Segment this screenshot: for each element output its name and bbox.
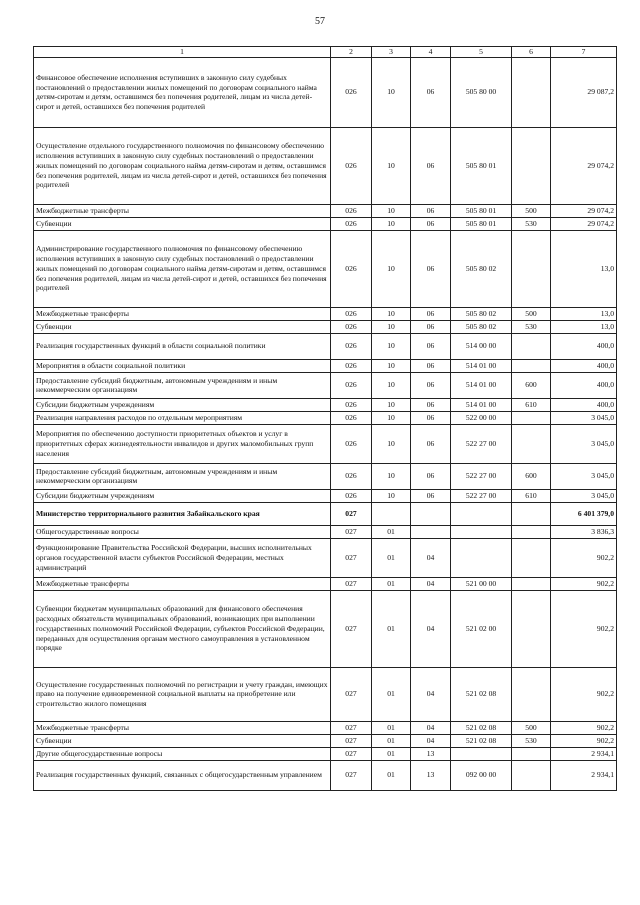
table-row	[34, 359, 617, 372]
row-amount: 29 074,2	[551, 127, 617, 204]
row-name: Субвенции	[34, 217, 331, 230]
row-subsection-code: 04	[411, 577, 451, 590]
row-expense-type	[512, 590, 551, 667]
table-row	[34, 424, 617, 463]
row-ministry-code: 026	[331, 333, 372, 359]
table-row	[34, 577, 617, 590]
table-row	[34, 747, 617, 760]
row-target-code: 505 80 01	[451, 204, 512, 217]
row-target-code: 514 01 00	[451, 359, 512, 372]
row-subsection-code: 06	[411, 217, 451, 230]
row-ministry-code: 027	[331, 667, 372, 721]
row-amount: 3 836,3	[551, 525, 617, 538]
row-subsection-code: 04	[411, 538, 451, 577]
table-row	[34, 57, 617, 127]
row-expense-type: 530	[512, 734, 551, 747]
row-subsection-code: 04	[411, 721, 451, 734]
row-amount: 902,2	[551, 734, 617, 747]
row-name: Общегосударственные вопросы	[34, 525, 331, 538]
row-name: Субвенции	[34, 734, 331, 747]
row-amount: 29 074,2	[551, 217, 617, 230]
table-row	[34, 204, 617, 217]
table-row	[34, 734, 617, 747]
row-name: Межбюджетные трансферты	[34, 721, 331, 734]
row-name: Межбюджетные трансферты	[34, 204, 331, 217]
row-target-code: 505 80 01	[451, 217, 512, 230]
row-ministry-code: 026	[331, 217, 372, 230]
row-amount: 2 934,1	[551, 760, 617, 790]
row-expense-type	[512, 333, 551, 359]
row-target-code: 505 80 02	[451, 230, 512, 307]
row-section-code: 01	[372, 721, 411, 734]
table-row	[34, 760, 617, 790]
table-row	[34, 502, 617, 525]
row-target-code: 521 02 08	[451, 734, 512, 747]
table-row	[34, 721, 617, 734]
header-cell: 3	[372, 47, 411, 58]
row-section-code: 10	[372, 411, 411, 424]
table-row	[34, 463, 617, 489]
table-body	[34, 47, 617, 791]
table-row	[34, 590, 617, 667]
row-name: Администрирование государственного полномочия по финансовому обеспечению исполнения вступивших в законную силу судебных постановлений о предоставлении жилых помещений по договорам социального найма детям-сиротам и детям, оставшимся без попечения родителей, лицам из числа детей-сирот и детей, оставшихся без попечения родителей	[34, 230, 331, 307]
row-amount: 3 045,0	[551, 489, 617, 502]
row-name: Финансовое обеспечение исполнения вступивших в законную силу судебных постановлений о предоставлении жилых помещений по договорам социального найма детям-сиротам и детям, оставшимся без попечения родителей, лицам из числа детей-сирот и детей, оставшихся без попечения родителей	[34, 57, 331, 127]
row-expense-type: 500	[512, 307, 551, 320]
row-expense-type: 530	[512, 320, 551, 333]
table-row	[34, 398, 617, 411]
table-row	[34, 230, 617, 307]
row-expense-type: 600	[512, 463, 551, 489]
row-expense-type: 610	[512, 489, 551, 502]
row-target-code: 505 80 00	[451, 57, 512, 127]
row-ministry-code: 026	[331, 127, 372, 204]
row-section-code: 10	[372, 359, 411, 372]
row-section-code: 10	[372, 463, 411, 489]
row-expense-type	[512, 667, 551, 721]
row-amount: 3 045,0	[551, 411, 617, 424]
row-ministry-code: 026	[331, 57, 372, 127]
row-target-code: 505 80 02	[451, 307, 512, 320]
row-name: Мероприятия в области социальной политики	[34, 359, 331, 372]
row-ministry-code: 027	[331, 577, 372, 590]
row-subsection-code: 06	[411, 230, 451, 307]
row-name: Субсидии бюджетным учреждениям	[34, 398, 331, 411]
row-target-code: 522 27 00	[451, 463, 512, 489]
row-ministry-code: 026	[331, 398, 372, 411]
row-name: Функционирование Правительства Российской Федерации, высших исполнительных органов государственной власти субъектов Российской Федерации, местных администраций	[34, 538, 331, 577]
row-amount: 400,0	[551, 333, 617, 359]
row-amount: 902,2	[551, 667, 617, 721]
row-ministry-code: 027	[331, 747, 372, 760]
row-ministry-code: 027	[331, 760, 372, 790]
row-expense-type: 600	[512, 372, 551, 398]
row-target-code	[451, 525, 512, 538]
row-ministry-code: 026	[331, 424, 372, 463]
row-subsection-code: 04	[411, 734, 451, 747]
table-row	[34, 489, 617, 502]
row-name: Субвенции	[34, 320, 331, 333]
row-section-code: 10	[372, 424, 411, 463]
header-cell: 6	[512, 47, 551, 58]
table-row	[34, 667, 617, 721]
row-subsection-code: 06	[411, 463, 451, 489]
row-section-code: 01	[372, 760, 411, 790]
table-row	[34, 525, 617, 538]
row-amount: 2 934,1	[551, 747, 617, 760]
row-target-code	[451, 502, 512, 525]
row-expense-type: 610	[512, 398, 551, 411]
row-target-code: 522 00 00	[451, 411, 512, 424]
table-header-row	[34, 47, 617, 58]
table-row	[34, 372, 617, 398]
row-section-code: 10	[372, 204, 411, 217]
row-section-code: 10	[372, 489, 411, 502]
row-amount: 13,0	[551, 307, 617, 320]
header-cell: 7	[551, 47, 617, 58]
row-expense-type	[512, 127, 551, 204]
row-section-code: 10	[372, 57, 411, 127]
row-section-code: 01	[372, 734, 411, 747]
row-ministry-code: 026	[331, 307, 372, 320]
row-expense-type: 530	[512, 217, 551, 230]
row-amount: 6 401 379,0	[551, 502, 617, 525]
row-amount: 29 074,2	[551, 204, 617, 217]
row-target-code: 092 00 00	[451, 760, 512, 790]
row-target-code	[451, 538, 512, 577]
row-name: Реализация направления расходов по отдельным мероприятиям	[34, 411, 331, 424]
header-cell: 2	[331, 47, 372, 58]
row-subsection-code: 06	[411, 489, 451, 502]
row-ministry-code: 026	[331, 489, 372, 502]
row-expense-type	[512, 502, 551, 525]
row-expense-type	[512, 359, 551, 372]
row-amount: 29 087,2	[551, 57, 617, 127]
row-target-code: 521 02 08	[451, 667, 512, 721]
row-target-code: 521 00 00	[451, 577, 512, 590]
row-target-code: 514 00 00	[451, 333, 512, 359]
row-ministry-code: 026	[331, 320, 372, 333]
row-name: Мероприятия по обеспечению доступности приоритетных объектов и услуг в приоритетных сферах жизнедеятельности инвалидов и других маломобильных групп населения	[34, 424, 331, 463]
row-subsection-code	[411, 502, 451, 525]
row-expense-type	[512, 747, 551, 760]
row-name: Осуществление отдельного государственного полномочия по финансовому обеспечению исполнения вступивших в законную силу судебных постановлений о предоставлении жилых помещений по договорам социального найма детям-сиротам и детям, оставшимся без попечения родителей, лицам из числа детей-сирот и детей, оставшихся без попечения родителей	[34, 127, 331, 204]
row-expense-type	[512, 424, 551, 463]
row-expense-type	[512, 57, 551, 127]
row-subsection-code: 06	[411, 307, 451, 320]
row-subsection-code: 06	[411, 372, 451, 398]
header-cell: 5	[451, 47, 512, 58]
row-ministry-code: 026	[331, 411, 372, 424]
row-expense-type	[512, 760, 551, 790]
row-ministry-code: 026	[331, 230, 372, 307]
row-subsection-code: 06	[411, 57, 451, 127]
row-subsection-code: 06	[411, 204, 451, 217]
row-name: Другие общегосударственные вопросы	[34, 747, 331, 760]
table-row	[34, 411, 617, 424]
header-cell: 1	[34, 47, 331, 58]
table-row	[34, 217, 617, 230]
row-amount: 902,2	[551, 590, 617, 667]
row-subsection-code: 06	[411, 411, 451, 424]
row-amount: 13,0	[551, 230, 617, 307]
row-section-code: 10	[372, 398, 411, 411]
row-section-code: 01	[372, 667, 411, 721]
row-section-code: 10	[372, 230, 411, 307]
table-row	[34, 320, 617, 333]
row-expense-type	[512, 525, 551, 538]
row-ministry-code: 027	[331, 734, 372, 747]
row-amount: 3 045,0	[551, 463, 617, 489]
row-target-code: 521 02 08	[451, 721, 512, 734]
row-section-code: 10	[372, 217, 411, 230]
row-amount: 902,2	[551, 538, 617, 577]
row-expense-type	[512, 577, 551, 590]
row-name: Межбюджетные трансферты	[34, 577, 331, 590]
row-target-code: 522 27 00	[451, 489, 512, 502]
row-section-code: 01	[372, 538, 411, 577]
row-ministry-code: 027	[331, 538, 372, 577]
row-ministry-code: 027	[331, 721, 372, 734]
row-expense-type: 500	[512, 721, 551, 734]
row-section-code: 01	[372, 525, 411, 538]
row-section-code: 01	[372, 747, 411, 760]
row-name: Субвенции бюджетам муниципальных образований для финансового обеспечения расходных обязательств муниципальных образований, возникающих при выполнении государственных полномочий Российской Федерации, субъектов Российской Федерации, переданных для осуществления органам местного самоуправления в установленном порядке	[34, 590, 331, 667]
table-row	[34, 333, 617, 359]
table-row	[34, 307, 617, 320]
row-amount: 902,2	[551, 721, 617, 734]
table-row	[34, 538, 617, 577]
row-target-code: 522 27 00	[451, 424, 512, 463]
row-name: Предоставление субсидий бюджетным, автономным учреждениям и иным некоммерческим организациям	[34, 372, 331, 398]
row-name: Министерство территориального развития Забайкальского края	[34, 502, 331, 525]
row-section-code: 01	[372, 577, 411, 590]
row-section-code: 10	[372, 372, 411, 398]
row-subsection-code: 06	[411, 398, 451, 411]
row-target-code	[451, 747, 512, 760]
row-subsection-code: 06	[411, 333, 451, 359]
row-ministry-code: 027	[331, 502, 372, 525]
row-ministry-code: 026	[331, 204, 372, 217]
row-ministry-code: 026	[331, 359, 372, 372]
row-target-code: 505 80 01	[451, 127, 512, 204]
row-section-code: 10	[372, 127, 411, 204]
row-section-code: 10	[372, 307, 411, 320]
row-expense-type	[512, 411, 551, 424]
row-ministry-code: 026	[331, 463, 372, 489]
row-section-code: 10	[372, 333, 411, 359]
header-cell: 4	[411, 47, 451, 58]
row-section-code: 01	[372, 590, 411, 667]
row-target-code: 514 01 00	[451, 372, 512, 398]
row-expense-type	[512, 538, 551, 577]
row-subsection-code: 04	[411, 590, 451, 667]
row-name: Предоставление субсидий бюджетным, автономным учреждениям и иным некоммерческим организациям	[34, 463, 331, 489]
row-target-code: 505 80 02	[451, 320, 512, 333]
row-expense-type: 500	[512, 204, 551, 217]
row-amount: 13,0	[551, 320, 617, 333]
budget-table	[33, 46, 617, 791]
row-subsection-code	[411, 525, 451, 538]
row-target-code: 521 02 00	[451, 590, 512, 667]
row-subsection-code: 06	[411, 320, 451, 333]
row-subsection-code: 04	[411, 667, 451, 721]
row-ministry-code: 027	[331, 525, 372, 538]
row-amount: 400,0	[551, 372, 617, 398]
row-subsection-code: 06	[411, 359, 451, 372]
row-ministry-code: 027	[331, 590, 372, 667]
row-name: Реализация государственных функций, связанных с общегосударственным управлением	[34, 760, 331, 790]
row-amount: 902,2	[551, 577, 617, 590]
row-name: Межбюджетные трансферты	[34, 307, 331, 320]
row-amount: 3 045,0	[551, 424, 617, 463]
row-name: Реализация государственных функций в области социальной политики	[34, 333, 331, 359]
table-row	[34, 127, 617, 204]
row-subsection-code: 06	[411, 424, 451, 463]
row-expense-type	[512, 230, 551, 307]
page-number: 57	[315, 16, 325, 27]
row-target-code: 514 01 00	[451, 398, 512, 411]
row-name: Субсидии бюджетным учреждениям	[34, 489, 331, 502]
row-subsection-code: 13	[411, 747, 451, 760]
row-name: Осуществление государственных полномочий по регистрации и учету граждан, имеющих право на получение единовременной социальной выплаты на приобретение или строительство жилого помещения	[34, 667, 331, 721]
row-section-code: 10	[372, 320, 411, 333]
row-amount: 400,0	[551, 398, 617, 411]
row-section-code	[372, 502, 411, 525]
row-subsection-code: 06	[411, 127, 451, 204]
row-ministry-code: 026	[331, 372, 372, 398]
row-subsection-code: 13	[411, 760, 451, 790]
row-amount: 400,0	[551, 359, 617, 372]
